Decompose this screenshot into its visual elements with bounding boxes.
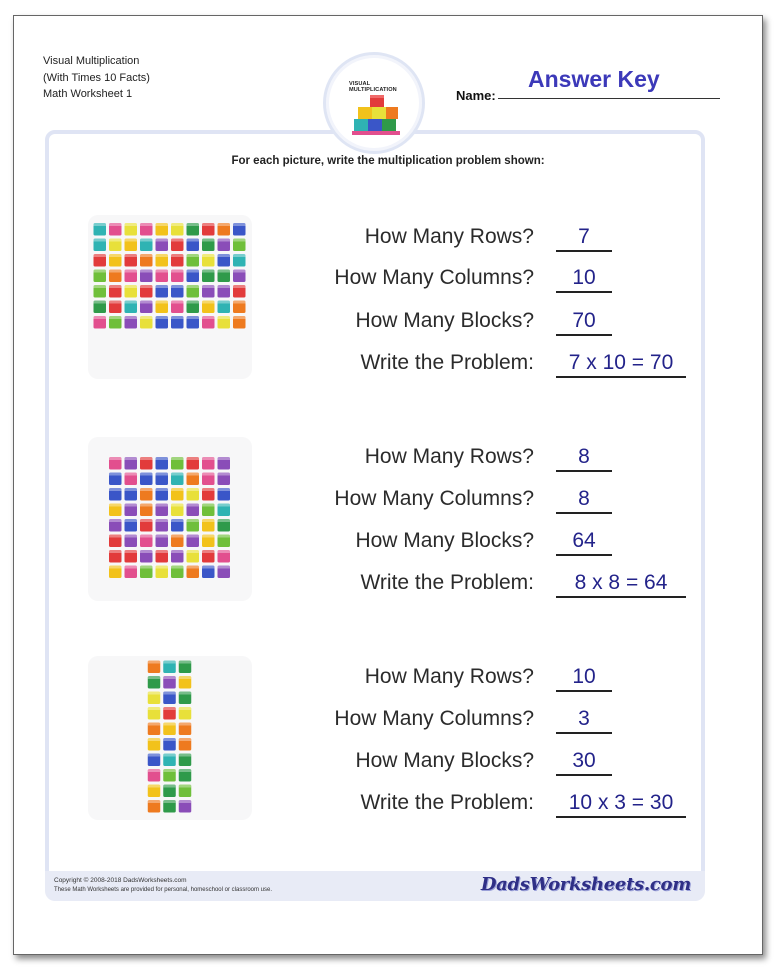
block-highlight — [187, 254, 200, 257]
block-highlight — [148, 754, 161, 757]
problem-3-columns-answer: 3 — [578, 707, 590, 730]
logo-text — [349, 81, 397, 93]
block-highlight — [187, 270, 200, 273]
block-highlight — [140, 566, 153, 569]
problem-3-write-problem-question: Write the Problem: — [360, 791, 534, 814]
block-highlight — [233, 285, 246, 288]
problem-2-rows-question: How Many Rows? — [364, 445, 534, 468]
problem-2-block-grid — [88, 437, 252, 601]
block-highlight — [202, 550, 215, 553]
block-highlight — [163, 754, 176, 757]
block-highlight — [163, 707, 176, 710]
problem-2-problem-answer: 8 x 8 = 64 — [574, 571, 668, 594]
problem-3-problem-answer: 10 x 3 = 30 — [568, 791, 674, 814]
block-highlight — [171, 566, 184, 569]
usage-notice: These Math Worksheets are provided for personal, homeschool or classroom use. — [54, 887, 272, 893]
block-highlight — [140, 473, 153, 476]
block-highlight — [125, 270, 138, 273]
block-highlight — [187, 519, 200, 522]
block-highlight — [94, 301, 107, 304]
block-highlight — [148, 800, 161, 803]
block-highlight — [140, 535, 153, 538]
problem-3-picture — [88, 656, 252, 820]
block-highlight — [218, 316, 231, 319]
block-highlight — [140, 316, 153, 319]
block-highlight — [94, 223, 107, 226]
problem-2-picture — [88, 437, 252, 601]
answer-line — [556, 690, 612, 692]
block-highlight — [140, 504, 153, 507]
title-line-2: (With Times 10 Facts) — [43, 71, 150, 84]
answer-line — [556, 376, 686, 378]
block-highlight — [140, 301, 153, 304]
block-highlight — [125, 457, 138, 460]
answer-line — [556, 732, 612, 734]
visual-multiplication-logo — [323, 52, 425, 154]
block-highlight — [163, 785, 176, 788]
title-line-3: Math Worksheet 1 — [43, 88, 133, 100]
problem-2-blocks-question: How Many Blocks? — [355, 529, 534, 552]
block-highlight — [187, 316, 200, 319]
block-highlight — [187, 223, 200, 226]
block-highlight — [179, 661, 192, 664]
block-highlight — [171, 519, 184, 522]
block-highlight — [202, 504, 215, 507]
block-highlight — [171, 550, 184, 553]
block-highlight — [202, 488, 215, 491]
problem-2-columns-question: How Many Columns? — [334, 487, 534, 510]
problem-1-columns-question: How Many Columns? — [334, 266, 534, 289]
block-highlight — [171, 504, 184, 507]
block-highlight — [218, 504, 231, 507]
block-highlight — [156, 254, 169, 257]
block-highlight — [202, 254, 215, 257]
block-highlight — [140, 519, 153, 522]
block-highlight — [218, 519, 231, 522]
block-highlight — [109, 301, 122, 304]
block-highlight — [218, 488, 231, 491]
block-highlight — [140, 223, 153, 226]
block-highlight — [140, 488, 153, 491]
answer-line — [556, 291, 612, 293]
block-highlight — [171, 301, 184, 304]
block-highlight — [233, 316, 246, 319]
block-highlight — [202, 301, 215, 304]
block-highlight — [156, 504, 169, 507]
block-highlight — [156, 285, 169, 288]
problem-3-blocks-question: How Many Blocks? — [355, 749, 534, 772]
block-highlight — [171, 457, 184, 460]
answer-line — [556, 470, 612, 472]
block-highlight — [218, 457, 231, 460]
block-highlight — [125, 550, 138, 553]
block-highlight — [202, 535, 215, 538]
block-highlight — [140, 270, 153, 273]
block-highlight — [94, 254, 107, 257]
problem-1-picture — [88, 215, 252, 379]
block-highlight — [163, 692, 176, 695]
block-highlight — [233, 223, 246, 226]
block-highlight — [140, 457, 153, 460]
block-highlight — [202, 473, 215, 476]
block-highlight — [218, 473, 231, 476]
problem-1-rows-question: How Many Rows? — [364, 225, 534, 248]
footer — [45, 871, 705, 901]
block-highlight — [233, 254, 246, 257]
problem-1-blocks-answer: 70 — [572, 309, 596, 332]
block-highlight — [218, 535, 231, 538]
block-highlight — [125, 504, 138, 507]
block-highlight — [171, 239, 184, 242]
name-line — [498, 98, 720, 99]
block-highlight — [171, 285, 184, 288]
block-highlight — [202, 566, 215, 569]
block-highlight — [148, 707, 161, 710]
block-highlight — [171, 488, 184, 491]
block-highlight — [109, 566, 122, 569]
block-highlight — [156, 270, 169, 273]
dadsworksheets-logo: DadsWorksheets.com — [480, 874, 691, 895]
block-highlight — [94, 270, 107, 273]
block-highlight — [156, 239, 169, 242]
block-highlight — [187, 239, 200, 242]
block-highlight — [233, 270, 246, 273]
block-highlight — [163, 661, 176, 664]
block-highlight — [156, 223, 169, 226]
block-highlight — [156, 316, 169, 319]
block-highlight — [148, 723, 161, 726]
block-highlight — [179, 692, 192, 695]
block-highlight — [187, 285, 200, 288]
block-highlight — [202, 223, 215, 226]
answer-line — [556, 596, 686, 598]
block-highlight — [218, 239, 231, 242]
answer-line — [556, 334, 612, 336]
block-highlight — [125, 566, 138, 569]
block-highlight — [179, 769, 192, 772]
block-highlight — [125, 488, 138, 491]
problem-2-blocks-answer: 64 — [572, 529, 596, 552]
block-highlight — [109, 519, 122, 522]
block-highlight — [148, 676, 161, 679]
block-highlight — [125, 301, 138, 304]
block-highlight — [94, 285, 107, 288]
instructions: For each picture, write the multiplication problem shown: — [231, 155, 545, 167]
problem-1-blocks-question: How Many Blocks? — [355, 309, 534, 332]
problem-1-block-grid — [88, 215, 252, 379]
block-highlight — [179, 785, 192, 788]
block-highlight — [163, 800, 176, 803]
block-highlight — [148, 692, 161, 695]
title-line-1: Visual Multiplication — [43, 55, 140, 67]
answer-line — [556, 250, 612, 252]
block-highlight — [109, 457, 122, 460]
block-highlight — [148, 661, 161, 664]
answer-line — [556, 512, 612, 514]
block-highlight — [218, 566, 231, 569]
block-highlight — [156, 488, 169, 491]
block-highlight — [163, 738, 176, 741]
problem-2-write-problem-question: Write the Problem: — [360, 571, 534, 594]
problem-3-columns-question: How Many Columns? — [334, 707, 534, 730]
block-highlight — [233, 301, 246, 304]
block-highlight — [140, 285, 153, 288]
problem-2-columns-answer: 8 — [578, 487, 590, 510]
blocks-icon — [350, 93, 402, 137]
block-highlight — [156, 519, 169, 522]
block-highlight — [156, 566, 169, 569]
block-highlight — [171, 254, 184, 257]
block-highlight — [109, 316, 122, 319]
block-highlight — [125, 239, 138, 242]
block-highlight — [171, 316, 184, 319]
block-highlight — [125, 285, 138, 288]
block-highlight — [140, 254, 153, 257]
block-highlight — [109, 488, 122, 491]
problem-3-rows-question: How Many Rows? — [364, 665, 534, 688]
block-highlight — [187, 301, 200, 304]
answer-line — [556, 554, 612, 556]
block-highlight — [187, 550, 200, 553]
block-highlight — [125, 535, 138, 538]
block-highlight — [109, 550, 122, 553]
block-highlight — [109, 473, 122, 476]
problem-3-blocks-answer: 30 — [572, 749, 596, 772]
logo-text-line-1: VISUAL — [349, 81, 371, 87]
copyright-text: Copyright © 2008-2018 DadsWorksheets.com — [54, 877, 187, 884]
block-highlight — [140, 550, 153, 553]
block-highlight — [179, 800, 192, 803]
block-highlight — [187, 504, 200, 507]
block-highlight — [218, 550, 231, 553]
block-highlight — [187, 457, 200, 460]
problem-1-rows-answer: 7 — [578, 225, 590, 248]
block-highlight — [202, 457, 215, 460]
answer-key-text: Answer Key — [528, 66, 660, 92]
problem-1-write-problem-question: Write the Problem: — [360, 351, 534, 374]
block-highlight — [156, 473, 169, 476]
block-highlight — [156, 457, 169, 460]
block-highlight — [187, 566, 200, 569]
block-highlight — [179, 723, 192, 726]
block-highlight — [125, 473, 138, 476]
block-highlight — [156, 301, 169, 304]
problem-3-block-grid — [88, 656, 252, 820]
block-highlight — [163, 676, 176, 679]
block-highlight — [140, 239, 153, 242]
block-highlight — [163, 723, 176, 726]
block-highlight — [171, 535, 184, 538]
name-label: Name: — [456, 88, 496, 103]
worksheet-title — [43, 53, 150, 103]
block-highlight — [202, 270, 215, 273]
block-highlight — [187, 488, 200, 491]
block-highlight — [94, 239, 107, 242]
block-highlight — [187, 473, 200, 476]
block-highlight — [179, 707, 192, 710]
block-highlight — [218, 285, 231, 288]
block-highlight — [156, 535, 169, 538]
block-highlight — [109, 239, 122, 242]
block-highlight — [218, 254, 231, 257]
block-highlight — [148, 738, 161, 741]
block-highlight — [156, 550, 169, 553]
block-highlight — [109, 504, 122, 507]
block-highlight — [148, 785, 161, 788]
block-highlight — [233, 239, 246, 242]
block-highlight — [109, 285, 122, 288]
block-highlight — [171, 223, 184, 226]
block-highlight — [109, 270, 122, 273]
block-highlight — [94, 316, 107, 319]
block-highlight — [125, 223, 138, 226]
problem-1-columns-answer: 10 — [572, 266, 596, 289]
block-highlight — [218, 223, 231, 226]
block-highlight — [109, 254, 122, 257]
block-highlight — [109, 223, 122, 226]
block-highlight — [179, 754, 192, 757]
answer-line — [556, 816, 686, 818]
block-highlight — [218, 270, 231, 273]
block-highlight — [148, 769, 161, 772]
block-highlight — [125, 316, 138, 319]
problem-2-rows-answer: 8 — [578, 445, 590, 468]
answer-line — [556, 774, 612, 776]
block-highlight — [202, 316, 215, 319]
block-highlight — [179, 676, 192, 679]
problem-3-rows-answer: 10 — [572, 665, 596, 688]
block-highlight — [109, 535, 122, 538]
block-highlight — [179, 738, 192, 741]
block-highlight — [125, 519, 138, 522]
logo-text-line-2: MULTIPLICATION — [349, 87, 397, 93]
block-highlight — [163, 769, 176, 772]
block-highlight — [202, 285, 215, 288]
block-highlight — [125, 254, 138, 257]
block-highlight — [171, 270, 184, 273]
block-highlight — [202, 519, 215, 522]
block-highlight — [187, 535, 200, 538]
block-highlight — [218, 301, 231, 304]
block-highlight — [171, 473, 184, 476]
problem-1-problem-answer: 7 x 10 = 70 — [568, 351, 674, 374]
block-highlight — [202, 239, 215, 242]
